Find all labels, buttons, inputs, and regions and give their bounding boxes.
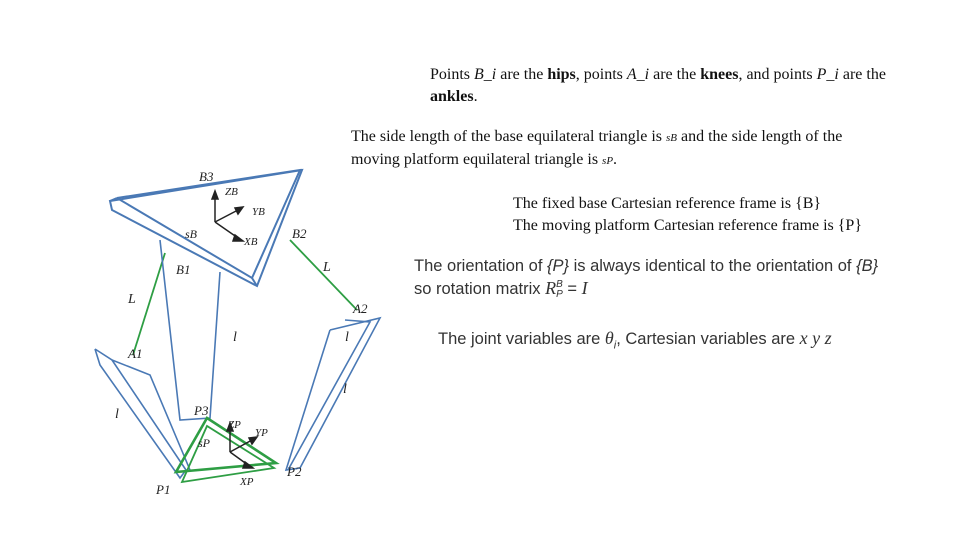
text5-sub: i [613,339,617,352]
side-length-text [351,126,851,172]
label-l-right-top: l [345,330,349,345]
label-zp: ZP [228,419,241,431]
orientation-text [414,255,894,300]
text1-mid4: , and points [738,66,817,83]
text1-mid5: are the [838,66,886,83]
text2-pre: The side length of the base equilateral triangle is [351,128,666,145]
label-a2: A2 [353,301,368,316]
upper-leg-2 [290,240,357,310]
text4-sub: P [556,288,563,300]
text5-pre: The joint variables are [438,330,605,348]
label-yp: YP [255,427,268,439]
text1-mid2: , points [575,66,627,83]
text4-sup: B [556,278,563,290]
label-l-left-mid: l [233,330,237,345]
label-b3: B3 [199,169,214,184]
text2-sp: sP [602,155,614,167]
upper-leg-1 [133,253,165,355]
text1-ankles: ankles [430,88,474,105]
hips-knees-ankles-text [430,64,900,108]
text2-sb: sB [666,132,677,144]
text1-end: . [473,88,478,105]
text5-mid: , Cartesian variables are [616,330,800,348]
label-p1: P1 [156,482,171,497]
text4-r: R [545,278,557,298]
label-sp: sP [198,436,210,450]
text3-line2: The moving platform Cartesian reference frame is {P} [513,217,863,234]
text4-pre: The orientation of [414,257,547,275]
label-zb: ZB [225,186,238,198]
label-p3: P3 [194,403,209,418]
text2-mid: and the side length of the moving platform equilateral triangle is [351,128,843,168]
text1-hips: hips [547,66,576,83]
label-l-right-mid: l [343,382,347,397]
label-xb: XB [244,236,258,248]
text5-xyz: x y z [799,328,832,348]
text1-a: A_i [626,66,650,83]
label-l-right: L [323,260,331,275]
text4-mid1: is always identical to the orientation of [569,257,857,275]
label-sb: sB [185,227,197,241]
text1-pre: Points [430,66,475,83]
text4-mid2: so rotation matrix [414,280,546,298]
left-link [95,349,186,478]
joint-variables-text [438,327,898,356]
text5-theta: θ [604,328,614,348]
text1-p: P_i [816,66,839,83]
text1-mid3: are the [649,66,701,83]
text1-knees: knees [700,66,739,83]
label-l-left-low: l [115,407,119,422]
label-xp: XP [240,476,254,488]
text1-mid1: are the [496,66,548,83]
label-l-left: L [128,292,136,307]
text3-line1: The fixed base Cartesian reference frame is {B} [513,195,822,212]
label-a1: A1 [128,346,143,361]
reference-frame-text [513,193,933,237]
label-b2: B2 [292,226,307,241]
text4-i: I [581,278,588,298]
text4-eq: = [562,280,582,298]
text4-b: {B} [856,257,879,275]
label-p2: P2 [287,464,302,479]
right-link-2 [288,320,370,470]
label-yb: YB [252,206,265,218]
label-b1: B1 [176,262,191,277]
base-triangle [110,170,302,286]
text1-b: B_i [474,66,497,83]
text2-end: . [613,151,618,168]
text4-p: {P} [547,257,570,275]
